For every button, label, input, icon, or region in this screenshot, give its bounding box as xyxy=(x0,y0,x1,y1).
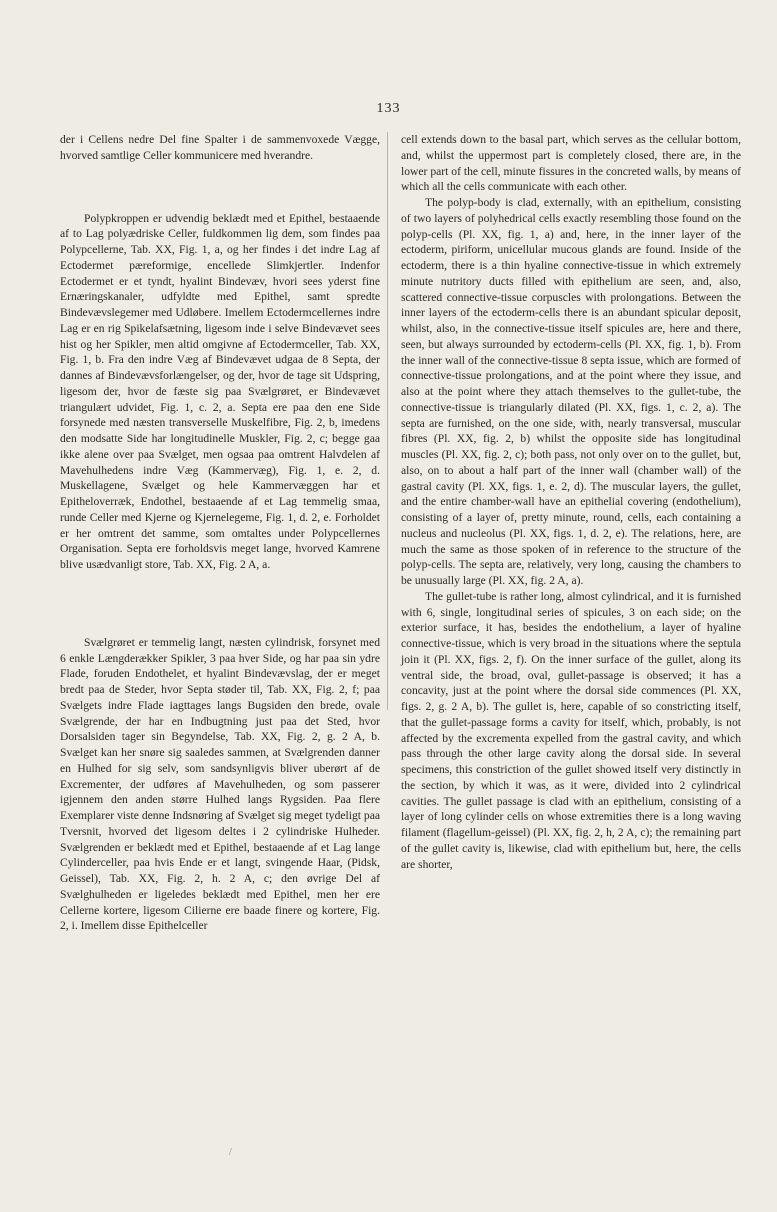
column-divider xyxy=(387,132,388,710)
right-paragraph-1: cell extends down to the basal part, which serves as the cellular bottom, and, whilst the uppermost part is completely closed, there are, in the lower part of the cell, minute fissures in the concreted walls, by means of which all the cells communicate with each other. xyxy=(401,133,741,194)
right-column xyxy=(401,132,741,872)
right-paragraph-2: The polyp-body is clad, externally, with an epithelium, consisting of two layers of polyhedrical cells exactly resembling those found on the polyp-cells (Pl. XX, fig. 1, a) and, here, in the inner layer of the ectoderm, piriform, unicellular mucous glands are found. Inside of the ectoderm, there is a thin hyaline connective-tissue in which extremely minute nutritory ducts filled with epithelium are seen, and, also, scattered connective-tissue corpuscles with prolongations. Between the inner layers of the ectoderm-cells there is an abundant spicular deposit, whilst, also, in the connective-tissue itself spicules are, here and there, seen, but always surrounded by ectoderm-cells (Pl. XX, fig. 1, b). From the inner wall of the connective-tissue 8 septa issue, which are formed of connective-tissue prolongations, and at the point where they issue, and also at the point where they attach themselves to the gullet-tube, the connective-tissue is triangularly dilated (Pl. XX, figs. 1, c. 2, a). The septa are furnished, on the one side, with, nearly transversal, muscular fibres (Pl. XX, fig. 2, b) whilst the opposite side has longitudinal muscles (Pl. XX, fig. 2, c); both pass, not only over on to the gullet, but, also, on to about a half part of the inner wall (chamber wall) of the gastral cavity (Pl. XX, figs. 1, e. 2, d). The muscular layers, the gullet, and the entire chamber-wall have an epithelial covering (endothelium), consisting of a layer of, pretty minute, round, cells, each containing a nucleus and nucleolus (Pl. XX, figs. 1, d. 2, e). The relations, here, are much the same as those spoken of in reference to the structure of the polyp-cells. The septa are, relatively, very long, causing the chambers to be unusually large (Pl. XX, fig. 2 A, a). xyxy=(401,196,741,587)
left-column xyxy=(60,132,380,934)
left-paragraph-3: Svælgrøret er temmelig langt, næsten cylindrisk, forsynet med 6 enkle Længderækker Spikler, 3 paa hver Side, og har paa sin ydre Flade, foruden Endothelet, et hyalint Bindevævslag, der er meget bredt paa de Steder, hvor Septa støder til, Tab. XX, Fig. 2, f; paa Svælgets indre Flade iagttages langs Bugsiden den brede, ovale Svælgrende, der har en Indbugtning just paa det Sted, hvor Dorsalsiden tager sin Begyndelse, Tab. XX, Fig. 2, g. 2 A, b. Svælget kan her snøre sig saaledes sammen, at Svælgrenden danner en Hulhed for sig selv, som sandsynligvis bliver uberørt af de Excrementer, der udføres af Mavehulheden, og som passerer igjennem den anden større Hulhed langs Rygsiden. Paa flere Exemplarer viste denne Indsnøring af Svælget sig meget tydeligt paa Tversnit, hvorved det ligesom deltes i 2 cylindriske Hulheder. Svælgrenden er beklædt med et Epithel, bestaaende af et Lag lange Cylinderceller, paa hvis Ende er et langt, svingende Haar, (Pidsk, Geissel), Tab. XX, Fig. 2, h. 2 A, c; den øvrige Del af Svælghulheden er ligeledes beklædt med Epithel, men her ere Cellerne kortere, ligesom Cilierne ere baade finere og kortere, Fig. 2, i. Imellem disse Epithelceller xyxy=(60,635,380,933)
right-paragraph-3: The gullet-tube is rather long, almost cylindrical, and it is furnished with 6, single, longitudinal series of spicules, 3 on each side; on the exterior surface, it has, besides the endothelium, a layer of hyaline connective-tissue, which is very broad in the situations where the septula join it (Pl. XX, figs. 2, f). On the inner surface of the gullet, along its ventral side, the broad, oval, gullet-passage is observed; it has a concavity, just at the point where the dorsal side commences (Pl. XX, figs. 2, g. 2 A, b). The gullet is, here, capable of so constricting itself, that the gullet-passage forms a cavity for itself, which, probably, is not affected by the excrementa expelled from the gastral cavity, and which pass through the other large cavity along the dorsal side. In several specimens, this constriction of the gullet showed itself very distinctly in the section, by which it was, as it were, divided into 2 cylindrical cavities. The gullet passage is clad with an epithelium, consisting of a layer of long cylinder cells on whose extremities there is a long waving filament (flagellum-geissel) (Pl. XX, fig. 2, h, 2 A, c); the remaining part of the gullet cavity is, likewise, clad with epithelium but, here, the cells are shorter, xyxy=(401,589,741,871)
stray-mark: / xyxy=(229,1147,232,1158)
left-paragraph-1: der i Cellens nedre Del fine Spalter i de sammenvoxede Vægge, hvorved samtlige Celler kommunicere med hverandre. xyxy=(60,133,380,162)
left-paragraph-2: Polypkroppen er udvendig beklædt med et Epithel, bestaaende af to Lag polyædriske Celler, fuldkommen lig dem, som findes paa Polypcellerne, Tab. XX, Fig. 1, a, og her findes i det indre Lag af Ectodermet pæreformige, encellede Slimkjertler. Indenfor Ectodermet er et tyndt, hyalint Bindevæv, hvori sees yderst fine Ernæringskanaler, udfyldte med Epithel, samt spredte Bindevævslegemer med Udløbere. Imellem Ectodermcellernes indre Lag er en rig Spikelafsætning, ligesom inde i selve Bindevævet sees hist og her Spikler, men altid omgivne af Ectodermceller, Tab. XX, Fig. 1, b. Fra den indre Væg af Bindevævet udgaa de 8 Septa, der dannes af Bindevævsforlængelser, og der, hvor de tage sit Udspring, ligesom der, hvor de fæste sig paa Svælgrøret, er Bindevævet triangulært udvidet, Fig. 1, c. 2, a. Septa ere paa den ene Side forsynede med næsten transverselle Muskelfibre, Fig. 2, b, imedens den modsatte Side har longitudinelle Muskler, Fig. 2, c; begge gaa ikke alene over paa Svælget, men ogsaa paa omtrent Halvdelen af Mavehulhedens indre Væg (Kammervæg), Fig. 1, e. 2, d. Muskellagene, Svælget og hele Kammervæggen har et Epitheloverræk, Endothel, bestaaende af et Lag temmelig smaa, runde Celler med Kjerne og Kjernelegeme, Fig. 1, d. 2, e. Forholdet er her omtrent det samme, som omtaltes under Polypcellernes Organisation. Septa ere forholdsvis meget lange, hvorved Kamrene blive usædvanligt store, Tab. XX, Fig. 2 A, a. xyxy=(60,211,380,571)
page-number: 133 xyxy=(376,101,401,116)
